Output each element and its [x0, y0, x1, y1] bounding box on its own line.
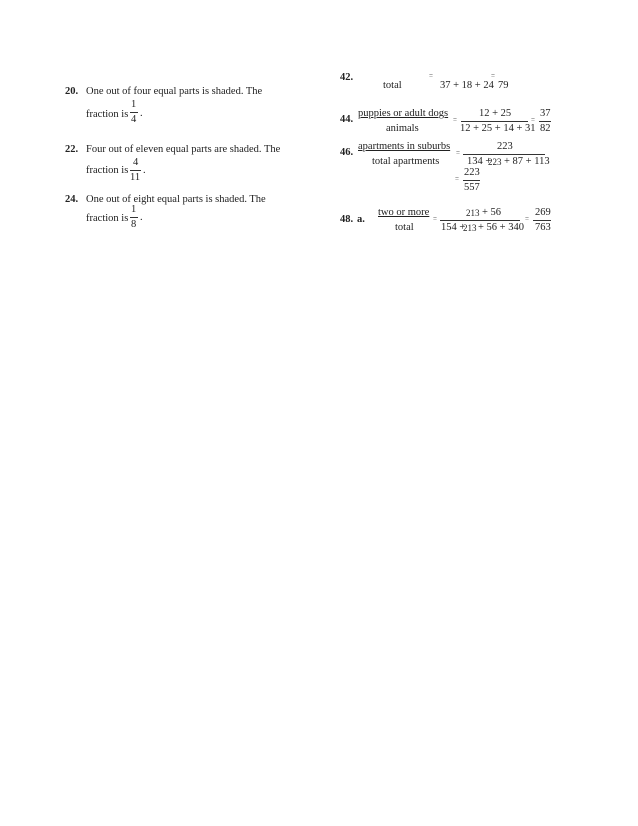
fraction-label: fraction is [86, 165, 129, 176]
denominator-label: total [383, 80, 402, 91]
numerator-part: + 56 [482, 207, 502, 218]
equals-sign: = [453, 116, 457, 124]
denominator-part: + 56 + 340 [478, 222, 524, 233]
period: . [140, 108, 143, 119]
denominator-part: + 87 + 113 [504, 156, 550, 167]
denominator-result: 82 [540, 123, 551, 134]
denominator-part: 223 [488, 157, 502, 167]
fraction-denominator: 4 [131, 114, 137, 125]
fraction-bar [463, 154, 545, 155]
numerator-sum: 12 + 25 [479, 108, 512, 119]
period: . [140, 212, 143, 223]
fraction-label: fraction is [86, 213, 129, 224]
fraction-bar [533, 220, 551, 221]
numerator-label: puppies or adult dogs [358, 108, 449, 119]
fraction-bar [130, 170, 141, 171]
denominator-result: 763 [535, 222, 551, 233]
denominator-result: 79 [498, 80, 509, 91]
denominator-label: animals [386, 123, 419, 134]
fraction-bar [463, 180, 480, 181]
problem-number: 46. [340, 147, 354, 158]
numerator-label: two or more [378, 207, 430, 218]
fraction-denominator: 8 [131, 219, 137, 230]
equals-sign: = [456, 149, 460, 157]
numerator-part: 213 [466, 208, 480, 218]
fraction-bar [130, 217, 138, 218]
fraction-numerator: 1 [131, 204, 137, 215]
denominator-label: total apartments [372, 156, 440, 167]
fraction-bar [440, 220, 520, 221]
equals-sign: = [429, 72, 433, 80]
numerator-result: 37 [540, 108, 551, 119]
denominator-sum: 37 + 18 + 24 [440, 80, 494, 91]
numerator-result: 269 [535, 207, 551, 218]
denominator-result: 557 [464, 182, 480, 193]
problem-number: 44. [340, 114, 354, 125]
problem-number: 48. [340, 214, 354, 225]
denominator-part: 134 + [467, 156, 492, 167]
period: . [143, 165, 146, 176]
fraction-numerator: 4 [133, 157, 139, 168]
equals-sign: = [531, 116, 535, 124]
equals-sign: = [433, 215, 437, 223]
fraction-bar [461, 121, 528, 122]
problem-number: 22. [65, 144, 79, 155]
fraction-label: fraction is [86, 109, 129, 120]
equals-sign: = [525, 215, 529, 223]
fraction-denominator: 11 [130, 172, 141, 183]
denominator-label: total [395, 222, 414, 233]
fraction-numerator: 1 [131, 99, 137, 110]
problem-number: 24. [65, 194, 79, 205]
numerator-label: apartments in suburbs [358, 141, 451, 152]
numerator-result: 223 [464, 167, 480, 178]
denominator-part: 213 [463, 223, 477, 233]
numerator-value: 223 [497, 141, 513, 152]
problem-number: 20. [65, 86, 79, 97]
equals-sign: = [491, 72, 495, 80]
problem-text: One out of eight equal parts is shaded. The [86, 194, 266, 205]
fraction-bar [130, 112, 138, 113]
fraction-bar [539, 121, 551, 122]
denominator-sum: 12 + 25 + 14 + 31 [460, 123, 536, 134]
equals-sign: = [455, 175, 459, 183]
problem-text: Four out of eleven equal parts are shaded. The [86, 144, 281, 155]
problem-number: 42. [340, 72, 354, 83]
problem-text: One out of four equal parts is shaded. The [86, 86, 263, 97]
part-label: a. [357, 214, 365, 225]
denominator-part: 154 + [441, 222, 466, 233]
